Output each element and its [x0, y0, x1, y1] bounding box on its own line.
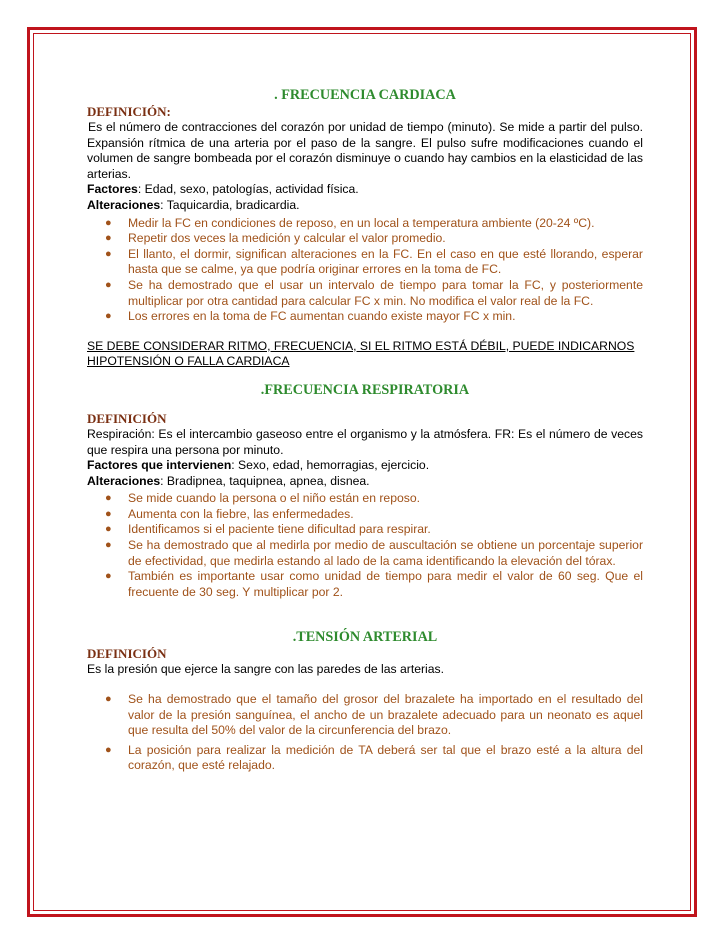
bullet-icon: ●: [105, 492, 112, 505]
bullet-icon: ●: [105, 310, 112, 323]
list-item: [87, 309, 643, 325]
warning-text: SE DEBE CONSIDERAR RITMO, FRECUENCIA, SI EL RITMO ESTÁ DÉBIL, PUEDE INDICARNOS HIPOTENSIÓN O FALLA CARDIACA: [87, 338, 635, 369]
list-item: [87, 216, 643, 232]
bullet-icon: ●: [105, 278, 112, 291]
section-title: .FRECUENCIA RESPIRATORIA: [260, 381, 470, 398]
bullet-icon: ●: [105, 570, 112, 583]
bullet-list: [87, 216, 643, 325]
definition-text: Es el número de contracciones del corazón por unidad de tiempo (minuto). Se mide a partir del pulso. Expansión rítmica de una arteria por el paso de la sangre. El pulso sufre modificaciones cuando el volumen de sangre bombeada por el corazón disminuye o cuando hay cambios en la elasticidad de las arterias.: [87, 120, 643, 181]
factores-line: [87, 182, 643, 198]
factores-label: Factores: [87, 182, 138, 197]
bullet-icon: ●: [105, 216, 112, 229]
definition-label: DEFINICIÓN: [87, 646, 167, 662]
section-frecuencia-cardiaca: [87, 86, 643, 370]
bullet-list: [87, 692, 643, 774]
factores-line: [87, 458, 643, 474]
alteraciones-line: [87, 198, 643, 214]
section-tension-arterial: [87, 628, 643, 774]
list-item: [87, 491, 643, 507]
list-item-text: Se ha demostrado que al medirla por medio de auscultación se obtiene un porcentaje superior de efectividad, que medirla estando al lado de la cama identificando la elevación del tórax.: [128, 538, 643, 568]
factores-text: : Edad, sexo, patologías, actividad física.: [137, 182, 359, 197]
alteraciones-label: Alteraciones: [87, 197, 161, 212]
bullet-icon: ●: [105, 743, 112, 756]
alteraciones-text: : Bradipnea, taquipnea, apnea, disnea.: [160, 473, 370, 488]
section-title: .TENSIÓN ARTERIAL: [292, 629, 438, 646]
factores-label: Factores que intervienen: [87, 458, 232, 473]
list-item: [87, 247, 643, 278]
bullet-icon: ●: [105, 523, 112, 536]
factores-text: : Sexo, edad, hemorragias, ejercicio.: [231, 458, 430, 473]
document-body: [87, 84, 643, 774]
bullet-list: [87, 491, 643, 600]
bullet-icon: ●: [105, 539, 112, 552]
definition-text: Respiración: Es el intercambio gaseoso entre el organismo y la atmósfera. FR: Es el número de veces que respira una persona por minuto.: [87, 426, 643, 457]
bullet-icon: ●: [105, 247, 112, 260]
list-item-text: La posición para realizar la medición de TA deberá ser tal que el brazo esté a la altura del corazón, que esté relajado.: [128, 742, 643, 773]
list-item: [87, 507, 643, 523]
section-frecuencia-respiratoria: [87, 381, 643, 601]
list-item-text: También es importante usar como unidad de tiempo para medir el valor de 60 seg. Que el frecuente de 30 seg. Y multiplicar por 2.: [128, 569, 643, 599]
bullet-icon: ●: [105, 232, 112, 245]
list-item-text: Los errores en la toma de FC aumentan cuando existe mayor FC x min.: [128, 309, 516, 324]
bullet-icon: ●: [105, 507, 112, 520]
list-item-text: Se mide cuando la persona o el niño están en reposo.: [128, 491, 421, 506]
list-item: [87, 743, 643, 774]
section-title: . FRECUENCIA CARDIACA: [274, 87, 456, 103]
list-item-text: Identificamos si el paciente tiene dificultad para respirar.: [128, 522, 431, 537]
list-item-text: Repetir dos veces la medición y calcular el valor promedio.: [128, 231, 446, 246]
definition-label: DEFINICIÓN:: [87, 104, 171, 119]
list-item-text: Se ha demostrado que el usar un intervalo de tiempo para tomar la FC, y posteriormente multiplicar por otra cantidad para calcular FC x min. No modifica el valor real de la FC.: [128, 277, 643, 308]
list-item-text: Medir la FC en condiciones de reposo, en un local a temperatura ambiente (20-24 ºC).: [128, 215, 595, 230]
definition-text: Es la presión que ejerce la sangre con las paredes de las arterias.: [87, 662, 445, 677]
list-item: [87, 231, 643, 247]
list-item: [87, 538, 643, 569]
alteraciones-line: [87, 474, 643, 490]
list-item: [87, 278, 643, 309]
alteraciones-label: Alteraciones: [87, 473, 161, 488]
list-item: [87, 569, 643, 600]
bullet-icon: ●: [105, 693, 112, 706]
list-item: [87, 522, 643, 538]
list-item-text: El llanto, el dormir, significan alteraciones en la FC. En el caso en que esté llorando, esperar hasta que se calme, ya que podría originar errores en la toma de FC.: [128, 246, 643, 277]
list-item-text: Aumenta con la fiebre, las enfermedades.: [128, 506, 354, 521]
list-item: [87, 692, 643, 739]
list-item-text: Se ha demostrado que el tamaño del grosor del brazalete ha importado en el resultado del valor de la presión sanguínea, el ancho de un brazalete adecuado para un neonato es aquel que resulta del 50% del valor de la circunferencia del brazo.: [128, 692, 643, 738]
definition-label: DEFINICIÓN: [87, 410, 167, 426]
alteraciones-text: : Taquicardia, bradicardia.: [160, 197, 300, 212]
